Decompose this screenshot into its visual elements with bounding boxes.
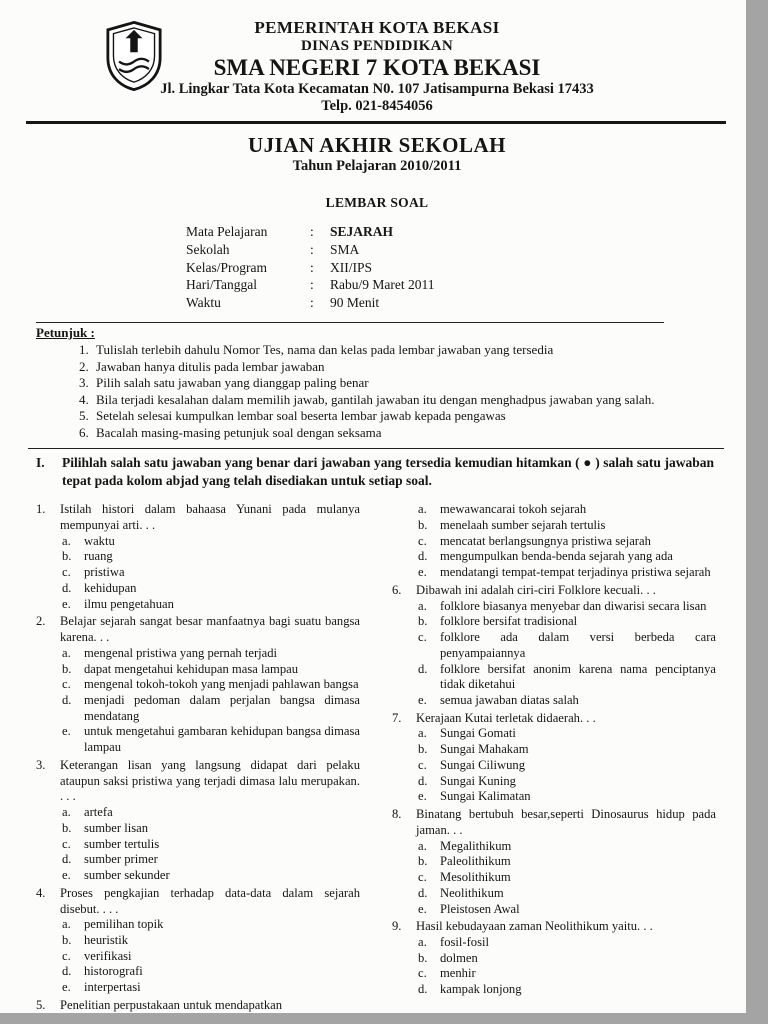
question-head (392, 919, 718, 935)
question-head (392, 711, 718, 727)
meta-row-subject (186, 223, 718, 241)
option-letter: c. (62, 948, 71, 963)
answer-option (392, 565, 718, 581)
department-name: DINAS PENDIDIKAN (301, 38, 453, 54)
option-letter: d. (62, 964, 72, 979)
question-head (36, 502, 362, 533)
option-text: kampak lonjong (440, 982, 522, 997)
option-letter: b. (62, 932, 72, 947)
option-text: menhir (440, 966, 476, 981)
answer-option (392, 518, 718, 534)
option-letter: e. (418, 565, 427, 580)
instruction-item: 4. Bila terjadi kesalahan dalam memilih jawab, gantilah jawaban itu dengan menghadpus jawaban yang salah. (92, 392, 718, 409)
option-text: artefa (84, 805, 113, 820)
meta-value: SEJARAH (330, 224, 394, 239)
option-letter: e. (418, 692, 427, 707)
option-text: mendatangi tempat-tempat terjadinya pristiwa sejarah (440, 565, 711, 580)
option-text: ruang (84, 549, 113, 564)
question-item (392, 807, 718, 917)
option-letter: c. (418, 870, 427, 885)
meta-value: XII/IPS (330, 259, 373, 275)
question-item (392, 711, 718, 805)
option-text: Pleistosen Awal (440, 901, 520, 916)
answer-option (392, 951, 718, 967)
option-letter: d. (62, 852, 72, 867)
answer-option (392, 534, 718, 550)
question-text: Dibawah ini adalah ciri-ciri Folklore kecuali. . . (416, 582, 656, 597)
answer-option (36, 549, 362, 565)
option-letter: e. (62, 724, 71, 739)
question-text: Keterangan lisan yang langsung didapat dari pelaku ataupun saksi pristiwa yang terjadi dimasa lalu merupakan. . . . (60, 757, 360, 804)
answer-option (36, 837, 362, 853)
question-number: 2. (36, 614, 46, 629)
answer-option (36, 852, 362, 868)
meta-value: SMA (330, 241, 360, 257)
answer-option (36, 693, 362, 724)
question-text: Penelitian perpustakaan untuk mendapatkan (60, 997, 283, 1012)
option-text: folklore biasanya menyebar dan diwarisi secara lisan (440, 598, 707, 613)
answer-option (36, 805, 362, 821)
option-letter: e. (62, 980, 71, 995)
instructions-section (36, 325, 718, 441)
meta-colon: : (310, 295, 314, 311)
option-letter: c. (62, 836, 71, 851)
instruction-item: 1. Tulislah terlebih dahulu Nomor Tes, nama dan kelas pada lembar jawaban yang tersedia (92, 342, 718, 359)
meta-label: Sekolah (186, 241, 230, 257)
answer-option (36, 821, 362, 837)
question-head (36, 998, 362, 1013)
option-letter: a. (62, 533, 71, 548)
option-letter: b. (62, 661, 72, 676)
option-text: Sungai Ciliwung (440, 757, 526, 772)
option-letter: b. (418, 854, 428, 869)
answer-option (392, 726, 718, 742)
answer-option (392, 839, 718, 855)
option-text: dolmen (440, 950, 478, 965)
option-letter: e. (62, 596, 71, 611)
section-instruction-text: Pilihlah salah satu jawaban yang benar dari jawaban yang tersedia kemudian hitamkan ( ● ) salah satu jawaban tepat pada kolom abjad yang telah disediakan untuk setiap soal. (62, 455, 714, 488)
option-text: waktu (84, 533, 115, 548)
question-number: 3. (36, 757, 46, 772)
option-letter: c. (62, 565, 71, 580)
option-letter: d. (418, 982, 428, 997)
question-text: Istilah histori dalam bahaasa Yunani pada mulanya mempunyai arti. . . (60, 502, 360, 532)
question-head (36, 614, 362, 645)
answer-option (392, 902, 718, 918)
answer-option (36, 534, 362, 550)
option-text: ilmu pengetahuan (84, 596, 174, 611)
bekasi-crest-logo (106, 20, 162, 92)
option-letter: c. (62, 677, 71, 692)
answer-option (36, 597, 362, 613)
option-text: mewawancarai tokoh sejarah (440, 502, 587, 517)
government-name: PEMERINTAH KOTA BEKASI (254, 18, 500, 37)
meta-colon: : (310, 224, 314, 239)
option-text: Mesolithikum (440, 870, 511, 885)
option-text: Megalithikum (440, 838, 512, 853)
question-text: Kerajaan Kutai terletak didaerah. . . (416, 710, 596, 725)
meta-colon: : (310, 241, 314, 257)
title-block (36, 133, 718, 211)
question-number: 7. (392, 710, 402, 725)
option-letter: c. (418, 757, 427, 772)
section-numeral: I. (36, 455, 45, 471)
answer-option (392, 742, 718, 758)
option-letter: b. (418, 614, 428, 629)
meta-row-school (186, 241, 718, 259)
question-text: Proses pengkajian terhadap data-data dalam sejarah disebut. . . . (60, 885, 360, 916)
option-letter: b. (418, 517, 428, 532)
section-one-heading (36, 454, 718, 489)
sheet-label: LEMBAR SOAL (325, 195, 429, 210)
option-letter: c. (418, 966, 427, 981)
question-item (36, 998, 362, 1013)
school-address: Jl. Lingkar Tata Kota Kecamatan N0. 107 Jatisampurna Bekasi 17433 (160, 81, 594, 97)
option-letter: a. (62, 917, 71, 932)
school-phone: Telp. 021-8454056 (321, 98, 433, 114)
option-text: Sungai Kuning (440, 773, 516, 788)
question-item (36, 886, 362, 996)
option-letter: d. (62, 580, 72, 595)
answer-option (392, 774, 718, 790)
question-head (392, 583, 718, 599)
meta-label: Hari/Tanggal (186, 277, 258, 293)
question-number: 8. (392, 807, 402, 822)
answer-option (392, 614, 718, 630)
meta-row-date (186, 276, 718, 294)
option-text: Sungai Kalimatan (440, 789, 531, 804)
answer-option (36, 868, 362, 884)
meta-row-duration (186, 294, 718, 312)
option-text: mencatat berlangsungnya pristiwa sejarah (440, 533, 651, 548)
answer-option (36, 964, 362, 980)
option-text: folklore ada dalam versi berbeda cara penyampaiannya (440, 630, 716, 660)
option-letter: d. (418, 773, 428, 788)
questions-column-left (36, 502, 362, 1013)
question-number: 6. (392, 582, 402, 597)
option-text: Sungai Mahakam (440, 742, 529, 757)
question-number: 5. (36, 997, 46, 1012)
option-letter: e. (418, 789, 427, 804)
option-text: sumber sekunder (84, 868, 170, 883)
instruction-item: 5. Setelah selesai kumpulkan lembar soal beserta lembar jawab kepada pengawas (92, 408, 718, 425)
meta-value: 90 Menit (330, 295, 380, 311)
answer-option (36, 677, 362, 693)
option-letter: e. (418, 901, 427, 916)
option-letter: a. (418, 934, 427, 949)
option-letter: a. (418, 838, 427, 853)
question-text: Belajar sejarah sangat besar manfaatnya bagi suatu bangsa karena. . . (60, 614, 360, 645)
questions-area (36, 502, 718, 1013)
option-letter: a. (62, 645, 71, 660)
answer-option (36, 949, 362, 965)
letterhead-divider (26, 121, 726, 124)
option-text: Neolithikum (440, 885, 504, 900)
answer-option (36, 662, 362, 678)
instructions-list (36, 342, 718, 441)
meta-row-class (186, 259, 718, 277)
option-letter: b. (418, 950, 428, 965)
answer-option (392, 870, 718, 886)
letterhead (36, 18, 718, 115)
exam-title: UJIAN AKHIR SEKOLAH (247, 133, 507, 157)
question-text: Binatang bertubuh besar,seperti Dinosaurus hidup pada jaman. . . (416, 807, 716, 837)
option-text: kehidupan (84, 580, 137, 595)
meta-colon: : (310, 259, 314, 275)
option-text: folklore bersifat tradisional (440, 614, 578, 629)
answer-option (36, 917, 362, 933)
answer-option (36, 980, 362, 996)
option-letter: a. (62, 805, 71, 820)
answer-option (392, 662, 718, 693)
meta-value: Rabu/9 Maret 2011 (330, 277, 435, 293)
option-letter: a. (418, 502, 427, 517)
option-text: pemilihan topik (84, 917, 164, 932)
question-number: 1. (36, 502, 46, 517)
answer-option (392, 982, 718, 998)
questions-column-right (392, 502, 718, 1013)
question-number: 4. (36, 885, 46, 900)
option-letter: a. (418, 726, 427, 741)
option-letter: d. (418, 885, 428, 900)
option-letter: a. (418, 598, 427, 613)
answer-option (392, 966, 718, 982)
option-letter: e. (62, 868, 71, 883)
instructions-heading: Petunjuk : (36, 325, 95, 341)
meta-divider (36, 322, 664, 323)
option-text: menelaah sumber sejarah tertulis (440, 517, 606, 532)
option-letter: d. (418, 661, 428, 676)
exam-year: Tahun Pelajaran 2010/2011 (292, 158, 462, 174)
question-item (392, 919, 718, 998)
question-item (36, 758, 362, 884)
option-letter: b. (62, 549, 72, 564)
question-number: 9. (392, 919, 402, 934)
answer-option (36, 933, 362, 949)
answer-option (392, 886, 718, 902)
answer-option (392, 854, 718, 870)
meta-label: Mata Pelajaran (186, 224, 268, 239)
meta-label: Kelas/Program (186, 259, 267, 275)
option-text: menjadi pedoman dalam perjalan bangsa dimasa mendatang (84, 692, 360, 723)
option-letter: c. (418, 630, 427, 645)
option-text: sumber primer (84, 852, 158, 867)
question-item (36, 614, 362, 756)
option-text: Paleolithikum (440, 854, 511, 869)
instruction-item: 6. Bacalah masing-masing petunjuk soal dengan seksama (92, 425, 718, 442)
option-text: heuristik (84, 932, 129, 947)
option-text: mengenal tokoh-tokoh yang menjadi pahlawan bangsa (84, 677, 359, 692)
answer-option (36, 565, 362, 581)
exam-meta (186, 223, 718, 312)
question-item (392, 502, 718, 581)
option-letter: d. (418, 549, 428, 564)
option-text: mengumpulkan benda-benda sejarah yang ada (440, 549, 673, 564)
option-text: Sungai Gomati (440, 726, 516, 741)
option-text: sumber lisan (84, 820, 149, 835)
option-text: semua jawaban diatas salah (440, 692, 579, 707)
option-text: mengenal pristiwa yang pernah terjadi (84, 645, 278, 660)
option-text: untuk mengetahui gambaran kehidupan bangsa dimasa lampau (84, 724, 360, 755)
option-text: sumber tertulis (84, 836, 160, 851)
meta-colon: : (310, 277, 314, 293)
question-head (36, 886, 362, 917)
question-text: Hasil kebudayaan zaman Neolithikum yaitu. . . (416, 919, 653, 934)
answer-option (392, 758, 718, 774)
option-text: verifikasi (84, 948, 132, 963)
question-head (36, 758, 362, 805)
answer-option (36, 581, 362, 597)
option-letter: d. (62, 692, 72, 707)
answer-option (392, 789, 718, 805)
instructions-divider (28, 448, 724, 449)
question-item (392, 583, 718, 709)
option-text: folklore bersifat anonim karena nama penciptanya tidak diketahui (440, 661, 716, 692)
option-letter: b. (418, 742, 428, 757)
instruction-item: 3. Pilih salah satu jawaban yang dianggap paling benar (92, 375, 718, 392)
answer-option (392, 549, 718, 565)
answer-option (392, 599, 718, 615)
option-text: fosil-fosil (440, 934, 489, 949)
answer-option (36, 724, 362, 755)
question-head (392, 807, 718, 838)
answer-option (392, 630, 718, 661)
option-text: historografi (84, 964, 143, 979)
school-name: SMA NEGERI 7 KOTA BEKASI (213, 55, 541, 80)
answer-option (392, 693, 718, 709)
answer-option (392, 502, 718, 518)
option-letter: c. (418, 533, 427, 548)
answer-option (392, 935, 718, 951)
meta-label: Waktu (186, 295, 221, 311)
answer-option (36, 646, 362, 662)
instruction-item: 2. Jawaban hanya ditulis pada lembar jawaban (92, 359, 718, 376)
question-item (36, 502, 362, 612)
option-letter: b. (62, 820, 72, 835)
option-text: dapat mengetahui kehidupan masa lampau (84, 661, 299, 676)
option-text: pristiwa (84, 565, 125, 580)
option-text: interpertasi (84, 980, 141, 995)
